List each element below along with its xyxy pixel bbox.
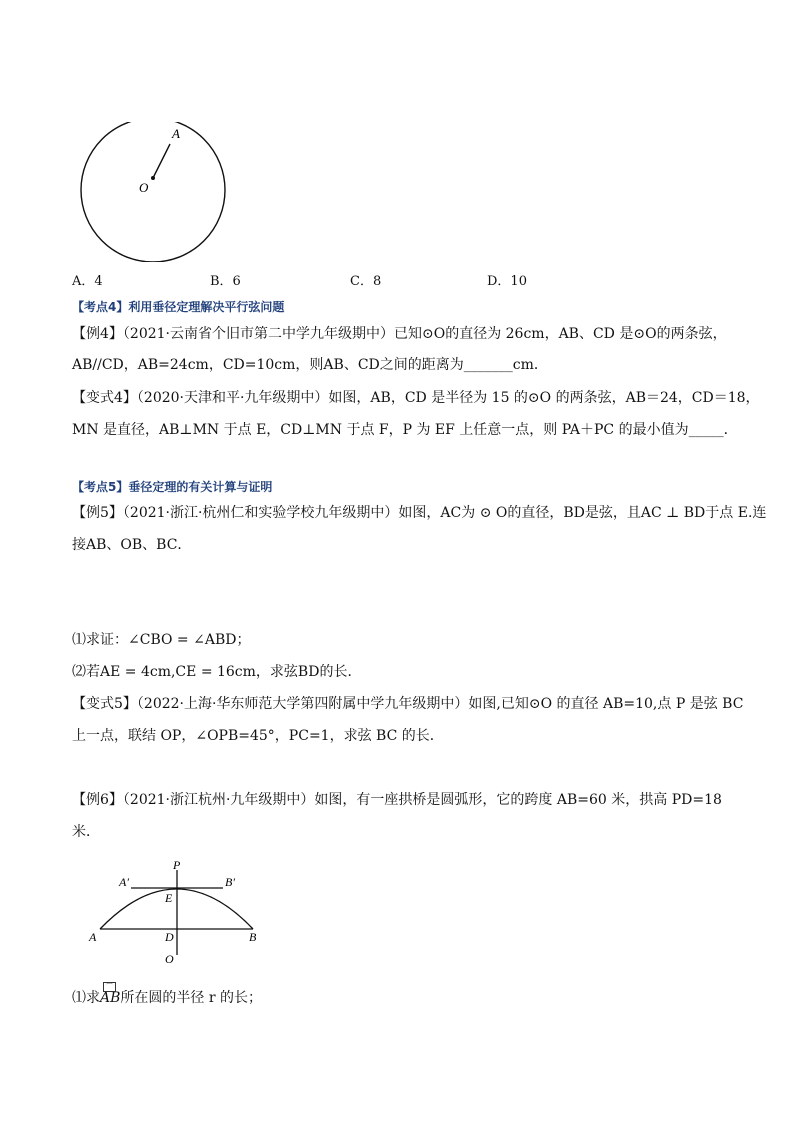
label-O: O	[139, 180, 149, 195]
circle-figure	[75, 122, 235, 262]
label-A: A	[172, 126, 180, 141]
ex4-line2: AB//CD，AB=24cm，CD=10cm，则AB、CD之间的距离为_______cm．	[72, 357, 548, 373]
var5-line1: 【变式5】（2022·上海·华东师范大学第四附属中学九年级期中）如图,已知⊙O 的直径 AB=10,点 P 是弦 BC	[72, 696, 744, 712]
label-O: O	[165, 952, 174, 966]
ex5-q1: ⑴求证：∠CBO = ∠ABD；	[72, 632, 251, 648]
arc-icon: ⌒	[103, 982, 116, 992]
label-A-prime: A′	[119, 875, 129, 889]
option-d: D．10	[487, 274, 527, 289]
ex6-q1	[72, 983, 262, 1008]
radius-OA	[153, 144, 170, 178]
ex5-line2: 接AB、OB、BC．	[72, 537, 192, 553]
q1-prefix: ⑴求	[72, 990, 100, 1006]
label-E: E	[165, 891, 173, 905]
ex6-line1: 【例6】（2021·浙江杭州·九年级期中）如图，有一座拱桥是圆弧形，它的跨度 AB=60 米，拱高 PD=18	[72, 792, 722, 808]
label-D: D	[165, 930, 174, 944]
ex5-line1: 【例5】（2021·浙江·杭州仁和实验学校九年级期中）如图，AC为 ⊙ O的直径，BD是弦，且AC ⊥ BD于点 E.连	[72, 505, 767, 521]
var5-line2: 上一点，联结 OP，∠OPB=45°，PC=1，求弦 BC 的长．	[72, 728, 444, 744]
arc-label: AB	[100, 990, 121, 1006]
label-B: B	[249, 930, 257, 944]
kp4-heading: 【考点4】利用垂径定理解决平行弦问题	[72, 300, 285, 314]
var4-line2: MN 是直径，AB⊥MN 于点 E，CD⊥MN 于点 F，P 为 EF 上任意一点，则 PA＋PC 的最小值为_____．	[72, 422, 738, 438]
ex6-line2: 米．	[72, 824, 100, 840]
option-c: C．8	[350, 274, 382, 289]
arch-bridge-figure	[85, 855, 275, 970]
label-A: A	[89, 930, 97, 944]
ex4-line1: 【例4】（2021·云南省个旧市第二中学九年级期中）已知⊙O的直径为 26cm，AB、CD 是⊙O的两条弦，	[72, 326, 727, 342]
option-b: B．6	[210, 274, 241, 289]
kp5-heading: 【考点5】垂径定理的有关计算与证明	[72, 480, 273, 494]
arc-symbol	[100, 983, 121, 1008]
label-B-prime: B′	[225, 875, 235, 889]
option-a: A．4	[72, 274, 103, 289]
center-point	[151, 176, 155, 180]
ex5-q2: ⑵若AE = 4cm,CE = 16cm，求弦BD的长．	[72, 664, 362, 680]
label-P: P	[173, 858, 181, 872]
circle-outline	[81, 122, 225, 262]
q1-suffix: 所在圆的半径 r 的长；	[120, 990, 262, 1006]
var4-line1: 【变式4】（2020·天津和平·九年级期中）如图，AB，CD 是半径为 15 的⊙O 的两条弦，AB＝24，CD＝18，	[72, 390, 760, 406]
